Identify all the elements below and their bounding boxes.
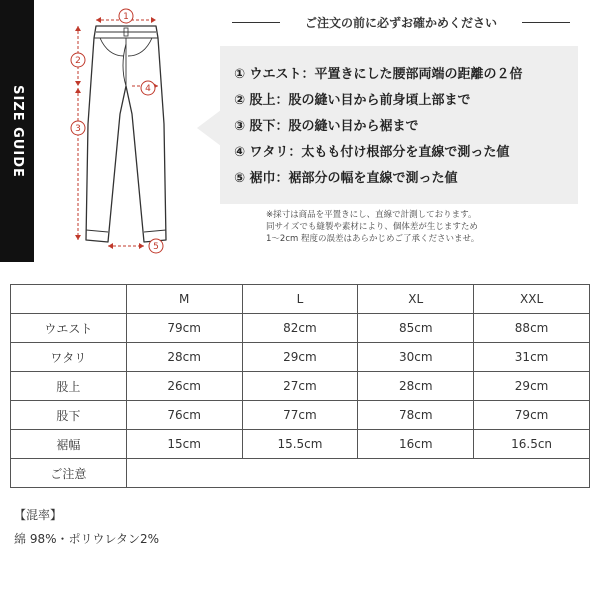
table-cell: 77cm bbox=[242, 401, 358, 430]
table-row bbox=[11, 401, 590, 430]
table-cell: 26cm bbox=[126, 372, 242, 401]
size-guide-tab bbox=[0, 0, 34, 262]
definition-hem: ⑤ 裾巾：裾部分の幅を直線で測った値 bbox=[234, 171, 458, 186]
table-cell: 29cm bbox=[474, 372, 590, 401]
note-line: ※採寸は商品を平置きにし、直線で計測しております。 bbox=[266, 210, 477, 220]
table-cell: 28cm bbox=[358, 372, 474, 401]
row-label: ウエスト bbox=[11, 314, 127, 343]
table-note-row bbox=[11, 459, 590, 488]
table-cell: 29cm bbox=[242, 343, 358, 372]
table-header-row bbox=[11, 285, 590, 314]
notice-header bbox=[204, 14, 598, 31]
table-cell: 31cm bbox=[474, 343, 590, 372]
table-cell: 88cm bbox=[474, 314, 590, 343]
table-row bbox=[11, 430, 590, 459]
table-cell: 28cm bbox=[126, 343, 242, 372]
size-header-xl: XL bbox=[358, 285, 474, 314]
row-label: 股上 bbox=[11, 372, 127, 401]
table-cell: 30cm bbox=[358, 343, 474, 372]
table-cell: 79cm bbox=[126, 314, 242, 343]
definition-rise: ② 股上：股の縫い目から前身頃上部まで bbox=[234, 93, 471, 108]
note-value bbox=[126, 459, 589, 488]
table-cell: 85cm bbox=[358, 314, 474, 343]
table-cell: 82cm bbox=[242, 314, 358, 343]
marker-1: 1 bbox=[123, 12, 129, 22]
size-header-xxl: XXL bbox=[474, 285, 590, 314]
note-line: 同サイズでも縫製や素材により、個体差が生じますため bbox=[266, 222, 478, 232]
definition-thigh: ④ ワタリ：太もも付け根部分を直線で測った値 bbox=[234, 145, 510, 160]
table-cell: 16cm bbox=[358, 430, 474, 459]
material-composition: 綿 98%・ポリウレタン2% bbox=[14, 532, 160, 546]
size-table bbox=[10, 284, 590, 488]
marker-2: 2 bbox=[75, 56, 81, 66]
row-label: ワタリ bbox=[11, 343, 127, 372]
table-cell: 78cm bbox=[358, 401, 474, 430]
table-corner bbox=[11, 285, 127, 314]
marker-4: 4 bbox=[145, 84, 151, 94]
marker-3: 3 bbox=[75, 124, 81, 134]
pants-diagram bbox=[48, 4, 198, 259]
notice-title: ご注文の前に必ずお確かめください bbox=[304, 16, 497, 30]
note-label: ご注意 bbox=[11, 459, 127, 488]
size-header-m: M bbox=[126, 285, 242, 314]
measurement-definitions bbox=[234, 63, 574, 193]
definition-waist: ① ウエスト：平置きにした腰部両端の距離の２倍 bbox=[234, 67, 523, 82]
row-label: 裾幅 bbox=[11, 430, 127, 459]
size-header-l: L bbox=[242, 285, 358, 314]
table-row bbox=[11, 314, 590, 343]
row-label: 股下 bbox=[11, 401, 127, 430]
table-cell: 76cm bbox=[126, 401, 242, 430]
note-line: 1〜2cm 程度の誤差はあらかじめご了承くださいませ。 bbox=[266, 234, 480, 244]
marker-5: 5 bbox=[153, 242, 159, 252]
table-row bbox=[11, 372, 590, 401]
material-label: 【混率】 bbox=[14, 508, 63, 522]
title-rule-right bbox=[522, 22, 570, 23]
measurement-notes bbox=[266, 209, 596, 245]
title-rule-left bbox=[232, 22, 280, 23]
size-guide-label: SIZE GUIDE bbox=[9, 84, 25, 178]
table-cell: 16.5cn bbox=[474, 430, 590, 459]
callout-arrow bbox=[197, 110, 221, 146]
table-cell: 15.5cm bbox=[242, 430, 358, 459]
table-row bbox=[11, 343, 590, 372]
table-cell: 27cm bbox=[242, 372, 358, 401]
definition-inseam: ③ 股下：股の縫い目から裾まで bbox=[234, 119, 419, 134]
table-cell: 79cm bbox=[474, 401, 590, 430]
table-cell: 15cm bbox=[126, 430, 242, 459]
